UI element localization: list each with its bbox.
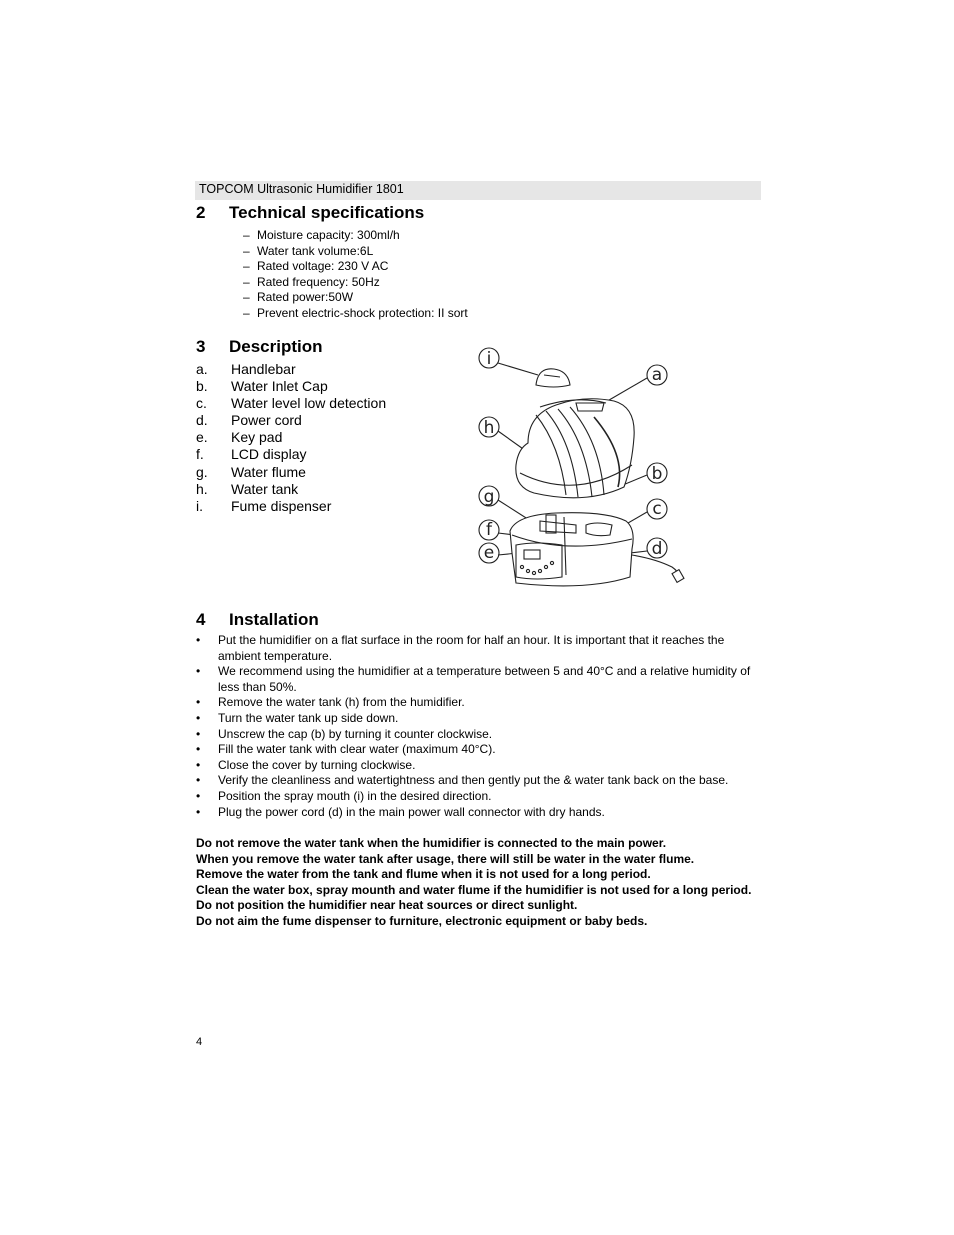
installation-item: • Plug the power cord (d) in the main power wall connector with dry hands. bbox=[196, 804, 605, 819]
warning-line: When you remove the water tank after usage, there will still be water in the water flume. bbox=[196, 851, 695, 866]
description-item: i. Fume dispenser bbox=[196, 497, 332, 514]
installation-item: • Unscrew the cap (b) by turning it counter clockwise. bbox=[196, 726, 493, 741]
svg-text:f: f bbox=[486, 520, 492, 540]
callout-b bbox=[647, 463, 667, 484]
description-item: b. Water Inlet Cap bbox=[196, 378, 328, 395]
section-number: 2 bbox=[196, 203, 206, 222]
description-list bbox=[196, 361, 386, 515]
humidifier-diagram bbox=[476, 345, 696, 595]
spec-item: – Prevent electric-shock protection: II sort bbox=[243, 305, 468, 320]
callout-g bbox=[479, 486, 499, 507]
installation-item: • Fill the water tank with clear water (maximum 40°C). bbox=[196, 742, 496, 757]
svg-text:b: b bbox=[651, 464, 663, 484]
section-description-heading bbox=[196, 337, 323, 357]
description-item: h. Water tank bbox=[196, 480, 299, 497]
installation-item: • Position the spray mouth (i) in the desired direction. bbox=[196, 788, 492, 803]
spec-item: – Rated frequency: 50Hz bbox=[243, 274, 380, 289]
spec-item: – Moisture capacity: 300ml/h bbox=[243, 228, 400, 242]
callout-f bbox=[479, 520, 499, 540]
section-title: Technical specifications bbox=[229, 203, 425, 222]
section-title: Description bbox=[229, 337, 323, 356]
installation-item: • Verify the cleanliness and watertightness and then gently put the & water tank back on the base. bbox=[196, 773, 729, 788]
spec-item: – Water tank volume:6L bbox=[243, 243, 374, 258]
running-header bbox=[195, 181, 761, 200]
callout-h bbox=[479, 417, 499, 438]
svg-text:h: h bbox=[483, 418, 495, 438]
page-number: 4 bbox=[196, 1036, 203, 1048]
svg-text:i: i bbox=[486, 349, 492, 369]
safety-warnings bbox=[196, 836, 766, 929]
section-specs-heading bbox=[196, 203, 424, 223]
callout-c bbox=[647, 499, 667, 519]
svg-text:c: c bbox=[652, 499, 662, 519]
callout-d bbox=[647, 538, 667, 559]
warning-line: Clean the water box, spray mounth and water flume if the humidifier is not used for a long period. bbox=[196, 882, 752, 897]
installation-item: • Close the cover by turning clockwise. bbox=[196, 757, 416, 772]
installation-item: • Put the humidifier on a flat surface in the room for half an hour. It is important that it reaches the ambient temperature. bbox=[196, 633, 725, 663]
svg-text:d: d bbox=[651, 539, 663, 559]
installation-item: • Turn the water tank up side down. bbox=[196, 710, 399, 725]
warning-line: Do not remove the water tank when the humidifier is connected to the main power. bbox=[196, 836, 667, 850]
callout-a bbox=[647, 365, 667, 385]
warning-line: Remove the water from the tank and flume when it is not used for a long period. bbox=[196, 867, 651, 881]
running-header-title: TOPCOM Ultrasonic Humidifier 1801 bbox=[199, 182, 404, 196]
section-title: Installation bbox=[229, 610, 319, 629]
callout-i bbox=[479, 348, 499, 369]
warning-line: Do not aim the fume dispenser to furniture, electronic equipment or baby beds. bbox=[196, 913, 648, 928]
description-item: e. Key pad bbox=[196, 429, 283, 446]
installation-item: • Remove the water tank (h) from the humidifier. bbox=[196, 695, 465, 710]
description-item: d. Power cord bbox=[196, 412, 302, 429]
installation-list bbox=[196, 633, 766, 820]
section-number: 4 bbox=[196, 610, 206, 629]
warning-line: Do not position the humidifier near heat sources or direct sunlight. bbox=[196, 898, 578, 912]
description-item: g. Water flume bbox=[196, 463, 306, 480]
spec-item: – Rated power:50W bbox=[243, 290, 354, 304]
specs-list bbox=[243, 228, 468, 321]
description-item: a. Handlebar bbox=[196, 361, 296, 377]
svg-text:a: a bbox=[651, 365, 663, 385]
section-number: 3 bbox=[196, 337, 206, 356]
section-installation-heading bbox=[196, 610, 319, 630]
installation-item: • We recommend using the humidifier at a temperature between 5 and 40°C and a relative humidity of less than 50%. bbox=[196, 664, 751, 694]
spec-item: – Rated voltage: 230 V AC bbox=[243, 259, 389, 273]
callout-e bbox=[479, 543, 499, 563]
svg-text:e: e bbox=[483, 543, 495, 563]
description-item: f. LCD display bbox=[196, 446, 307, 463]
svg-text:g: g bbox=[483, 487, 495, 507]
description-item: c. Water level low detection bbox=[196, 395, 387, 412]
